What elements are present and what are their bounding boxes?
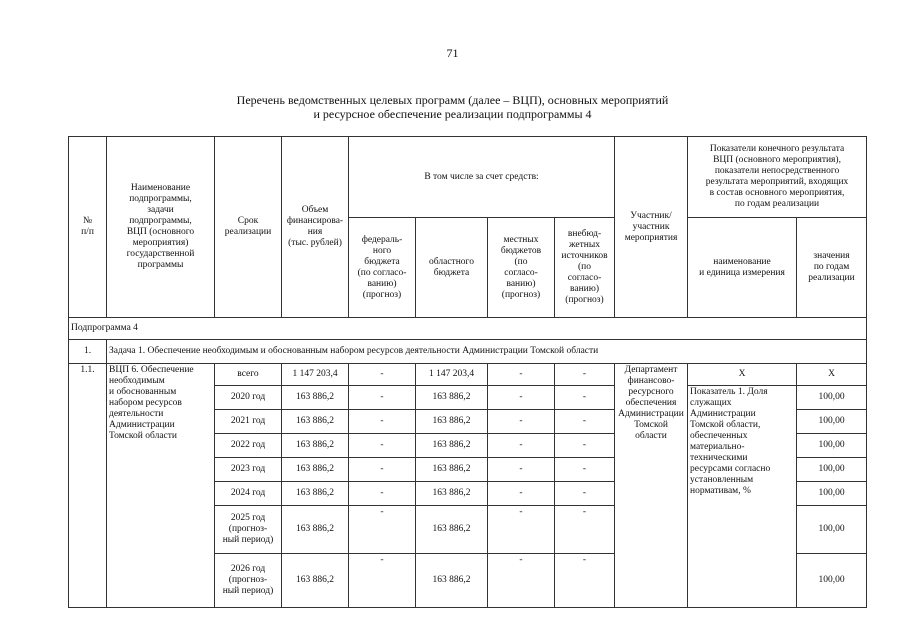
- regional-cell: 163 886,2: [416, 506, 488, 554]
- header-term: Срок реализации: [215, 137, 282, 318]
- program-name: ВЦП 6. Обеспечение необходимым и обоснованным набором ресурсов деятельности Администрации Томской области: [107, 364, 215, 608]
- header-num: № п/п: [69, 137, 107, 318]
- regional-cell: 163 886,2: [416, 554, 488, 608]
- regional-cell: 163 886,2: [416, 434, 488, 458]
- term-cell: всего: [215, 364, 282, 386]
- regional-cell: 163 886,2: [416, 386, 488, 410]
- page-number: 71: [446, 46, 459, 60]
- term-cell: 2023 год: [215, 458, 282, 482]
- volume-cell: 163 886,2: [282, 386, 349, 410]
- volume-cell: 163 886,2: [282, 434, 349, 458]
- federal-cell: -: [349, 386, 416, 410]
- local-cell: -: [488, 482, 555, 506]
- term-cell: 2026 год (прогноз- ный период): [215, 554, 282, 608]
- local-cell: -: [488, 364, 555, 386]
- volume-cell: 1 147 203,4: [282, 364, 349, 386]
- volume-cell: 163 886,2: [282, 458, 349, 482]
- term-cell: 2024 год: [215, 482, 282, 506]
- header-regional: областного бюджета: [416, 218, 488, 318]
- ind-value-cell: Х: [797, 364, 867, 386]
- header-name: Наименование подпрограммы, задачи подпрограммы, ВЦП (основного мероприятия) государственной программы: [107, 137, 215, 318]
- local-cell: -: [488, 434, 555, 458]
- extra-cell: -: [555, 410, 615, 434]
- header-ind-name: наименование и единица измерения: [688, 218, 797, 318]
- volume-cell: 163 886,2: [282, 554, 349, 608]
- ind-value-cell: 100,00: [797, 434, 867, 458]
- federal-cell: -: [349, 458, 416, 482]
- regional-cell: 163 886,2: [416, 458, 488, 482]
- task-num: 1.: [69, 340, 107, 364]
- volume-cell: 163 886,2: [282, 506, 349, 554]
- local-cell: -: [488, 458, 555, 482]
- title-line-2: и ресурсное обеспечение реализации подпрограммы 4: [313, 107, 592, 121]
- ind-value-cell: 100,00: [797, 386, 867, 410]
- federal-cell: -: [349, 506, 416, 554]
- header-including: В том числе за счет средств:: [349, 137, 615, 218]
- term-cell: 2021 год: [215, 410, 282, 434]
- header-local: местных бюджетов (по согласо- ванию) (прогноз): [488, 218, 555, 318]
- federal-cell: -: [349, 364, 416, 386]
- local-cell: -: [488, 506, 555, 554]
- title-line-1: Перечень ведомственных целевых программ (далее – ВЦП), основных мероприятий: [236, 93, 669, 107]
- extra-cell: -: [555, 554, 615, 608]
- local-cell: -: [488, 386, 555, 410]
- term-cell: 2025 год (прогноз- ный период): [215, 506, 282, 554]
- federal-cell: -: [349, 482, 416, 506]
- extra-cell: -: [555, 364, 615, 386]
- header-extra: внебюд- жетных источников (по согласо- ванию) (прогноз): [555, 218, 615, 318]
- header-volume: Объем финансирова- ния (тыс. рублей): [282, 137, 349, 318]
- term-cell: 2020 год: [215, 386, 282, 410]
- ind-value-cell: 100,00: [797, 410, 867, 434]
- extra-cell: -: [555, 506, 615, 554]
- federal-cell: -: [349, 434, 416, 458]
- header-ind-values: значения по годам реализации: [797, 218, 867, 318]
- participant-cell: Департамент финансово- ресурсного обеспечения Администрации Томской области: [615, 364, 688, 608]
- regional-cell: 1 147 203,4: [416, 364, 488, 386]
- ind-value-cell: 100,00: [797, 482, 867, 506]
- federal-cell: -: [349, 410, 416, 434]
- ind-value-cell: 100,00: [797, 554, 867, 608]
- ind-value-cell: 100,00: [797, 458, 867, 482]
- document-title: [0, 93, 905, 121]
- header-participant: Участник/ участник мероприятия: [615, 137, 688, 318]
- extra-cell: -: [555, 386, 615, 410]
- local-cell: -: [488, 410, 555, 434]
- task-text: Задача 1. Обеспечение необходимым и обоснованным набором ресурсов деятельности Администрации Томской области: [107, 340, 867, 364]
- header-indicators: Показатели конечного результата ВЦП (основного мероприятия), показатели непосредственного результата мероприятий, входящих в состав основного мероприятия, по годам реализации: [688, 137, 867, 218]
- local-cell: -: [488, 554, 555, 608]
- regional-cell: 163 886,2: [416, 410, 488, 434]
- extra-cell: -: [555, 458, 615, 482]
- program-num: 1.1.: [69, 364, 107, 608]
- indicator-name-cell: Показатель 1. Доля служащих Администрации Томской области, обеспеченных материально- техническими ресурсами согласно установленным нормативам, %: [688, 386, 797, 608]
- ind-name-total: Х: [688, 364, 797, 386]
- regional-cell: 163 886,2: [416, 482, 488, 506]
- program-table: [68, 136, 867, 608]
- term-cell: 2022 год: [215, 434, 282, 458]
- volume-cell: 163 886,2: [282, 482, 349, 506]
- ind-value-cell: 100,00: [797, 506, 867, 554]
- volume-cell: 163 886,2: [282, 410, 349, 434]
- federal-cell: -: [349, 554, 416, 608]
- extra-cell: -: [555, 434, 615, 458]
- subprogram-row: Подпрограмма 4: [69, 318, 867, 340]
- header-federal: федераль- ного бюджета (по согласо- ванию) (прогноз): [349, 218, 416, 318]
- extra-cell: -: [555, 482, 615, 506]
